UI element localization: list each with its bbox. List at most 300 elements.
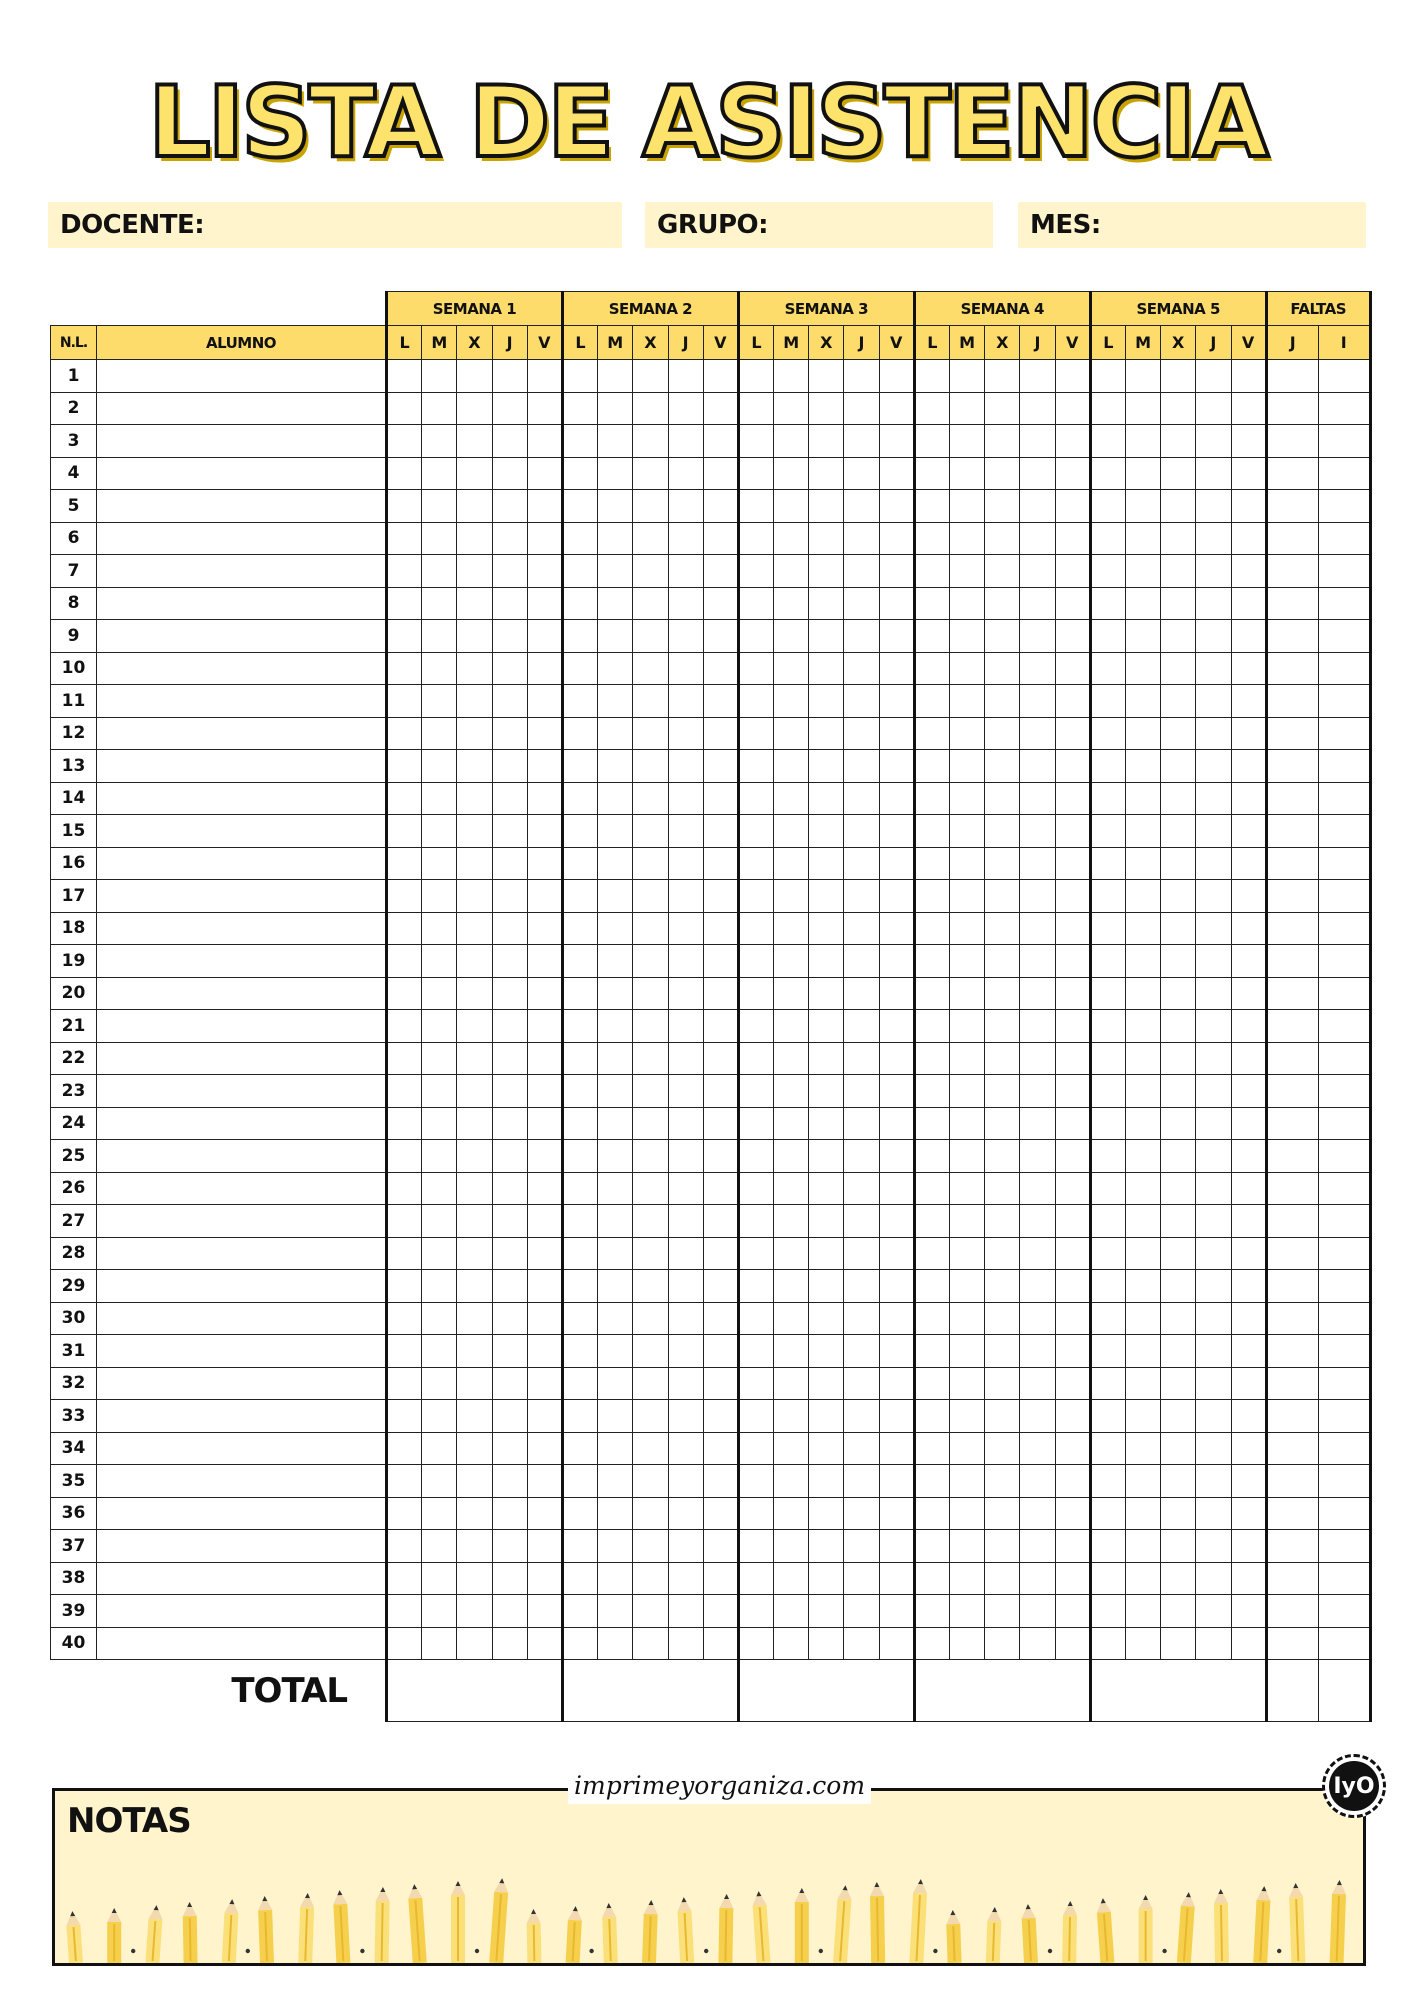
attendance-cell[interactable] — [1020, 1400, 1055, 1433]
attendance-cell[interactable] — [387, 1367, 422, 1400]
attendance-cell[interactable] — [879, 847, 914, 880]
faltas-cell[interactable] — [1266, 847, 1318, 880]
attendance-cell[interactable] — [950, 1367, 985, 1400]
attendance-cell[interactable] — [668, 1530, 703, 1563]
attendance-cell[interactable] — [809, 522, 844, 555]
student-name-cell[interactable] — [97, 1010, 387, 1043]
attendance-cell[interactable] — [879, 717, 914, 750]
attendance-cell[interactable] — [527, 1172, 562, 1205]
attendance-cell[interactable] — [1125, 1465, 1160, 1498]
attendance-cell[interactable] — [1231, 1172, 1266, 1205]
attendance-cell[interactable] — [1125, 880, 1160, 913]
attendance-cell[interactable] — [1161, 1465, 1196, 1498]
attendance-cell[interactable] — [879, 1367, 914, 1400]
attendance-cell[interactable] — [562, 587, 597, 620]
attendance-cell[interactable] — [703, 1367, 738, 1400]
attendance-cell[interactable] — [844, 652, 879, 685]
attendance-cell[interactable] — [562, 815, 597, 848]
attendance-cell[interactable] — [738, 815, 773, 848]
attendance-cell[interactable] — [914, 1627, 949, 1660]
faltas-cell[interactable] — [1318, 1075, 1370, 1108]
attendance-cell[interactable] — [738, 1042, 773, 1075]
attendance-cell[interactable] — [844, 1465, 879, 1498]
attendance-cell[interactable] — [1161, 1627, 1196, 1660]
attendance-cell[interactable] — [879, 1172, 914, 1205]
attendance-cell[interactable] — [1090, 587, 1125, 620]
attendance-cell[interactable] — [527, 620, 562, 653]
attendance-cell[interactable] — [1231, 782, 1266, 815]
attendance-cell[interactable] — [879, 1627, 914, 1660]
attendance-cell[interactable] — [774, 945, 809, 978]
attendance-cell[interactable] — [1055, 457, 1090, 490]
attendance-cell[interactable] — [598, 587, 633, 620]
attendance-cell[interactable] — [598, 652, 633, 685]
attendance-cell[interactable] — [457, 880, 492, 913]
attendance-cell[interactable] — [598, 1042, 633, 1075]
attendance-cell[interactable] — [492, 1237, 527, 1270]
attendance-cell[interactable] — [985, 620, 1020, 653]
attendance-cell[interactable] — [774, 1172, 809, 1205]
attendance-cell[interactable] — [1055, 620, 1090, 653]
attendance-cell[interactable] — [844, 912, 879, 945]
attendance-cell[interactable] — [985, 1075, 1020, 1108]
attendance-cell[interactable] — [1055, 392, 1090, 425]
attendance-cell[interactable] — [633, 490, 668, 523]
attendance-cell[interactable] — [1161, 945, 1196, 978]
attendance-cell[interactable] — [633, 522, 668, 555]
attendance-cell[interactable] — [809, 977, 844, 1010]
attendance-cell[interactable] — [598, 815, 633, 848]
attendance-cell[interactable] — [703, 717, 738, 750]
faltas-cell[interactable] — [1318, 717, 1370, 750]
attendance-cell[interactable] — [562, 912, 597, 945]
attendance-cell[interactable] — [492, 392, 527, 425]
attendance-cell[interactable] — [1125, 912, 1160, 945]
attendance-cell[interactable] — [809, 1465, 844, 1498]
attendance-cell[interactable] — [422, 1107, 457, 1140]
attendance-cell[interactable] — [1161, 880, 1196, 913]
faltas-cell[interactable] — [1318, 977, 1370, 1010]
attendance-cell[interactable] — [492, 1010, 527, 1043]
attendance-cell[interactable] — [1055, 847, 1090, 880]
attendance-cell[interactable] — [1055, 425, 1090, 458]
attendance-cell[interactable] — [457, 457, 492, 490]
attendance-cell[interactable] — [950, 1172, 985, 1205]
attendance-cell[interactable] — [492, 912, 527, 945]
attendance-cell[interactable] — [1090, 1302, 1125, 1335]
attendance-cell[interactable] — [950, 1205, 985, 1238]
faltas-cell[interactable] — [1318, 620, 1370, 653]
attendance-cell[interactable] — [985, 392, 1020, 425]
attendance-cell[interactable] — [668, 425, 703, 458]
attendance-cell[interactable] — [703, 1465, 738, 1498]
attendance-cell[interactable] — [950, 1140, 985, 1173]
attendance-cell[interactable] — [457, 1237, 492, 1270]
student-name-cell[interactable] — [97, 977, 387, 1010]
attendance-cell[interactable] — [1161, 1075, 1196, 1108]
attendance-cell[interactable] — [387, 1497, 422, 1530]
faltas-cell[interactable] — [1318, 1140, 1370, 1173]
attendance-cell[interactable] — [1125, 1010, 1160, 1043]
attendance-cell[interactable] — [844, 1530, 879, 1563]
attendance-cell[interactable] — [950, 392, 985, 425]
attendance-cell[interactable] — [457, 555, 492, 588]
attendance-cell[interactable] — [1020, 457, 1055, 490]
attendance-cell[interactable] — [914, 457, 949, 490]
attendance-cell[interactable] — [914, 912, 949, 945]
week-total-cell[interactable] — [914, 1660, 1090, 1722]
attendance-cell[interactable] — [492, 1302, 527, 1335]
attendance-cell[interactable] — [1161, 620, 1196, 653]
attendance-cell[interactable] — [1055, 555, 1090, 588]
attendance-cell[interactable] — [457, 490, 492, 523]
faltas-cell[interactable] — [1318, 1465, 1370, 1498]
attendance-cell[interactable] — [633, 457, 668, 490]
attendance-cell[interactable] — [1090, 555, 1125, 588]
attendance-cell[interactable] — [387, 1140, 422, 1173]
attendance-cell[interactable] — [668, 1205, 703, 1238]
attendance-cell[interactable] — [633, 1237, 668, 1270]
attendance-cell[interactable] — [1196, 1367, 1231, 1400]
student-name-cell[interactable] — [97, 425, 387, 458]
attendance-cell[interactable] — [1125, 1367, 1160, 1400]
attendance-cell[interactable] — [562, 1205, 597, 1238]
attendance-cell[interactable] — [668, 1562, 703, 1595]
attendance-cell[interactable] — [1125, 1595, 1160, 1628]
attendance-cell[interactable] — [562, 522, 597, 555]
attendance-cell[interactable] — [774, 1075, 809, 1108]
attendance-cell[interactable] — [598, 847, 633, 880]
attendance-cell[interactable] — [738, 945, 773, 978]
attendance-cell[interactable] — [387, 425, 422, 458]
attendance-cell[interactable] — [1020, 1075, 1055, 1108]
attendance-cell[interactable] — [598, 1530, 633, 1563]
attendance-cell[interactable] — [844, 392, 879, 425]
attendance-cell[interactable] — [562, 750, 597, 783]
attendance-cell[interactable] — [562, 1432, 597, 1465]
attendance-cell[interactable] — [1020, 1042, 1055, 1075]
attendance-cell[interactable] — [1196, 1075, 1231, 1108]
student-name-cell[interactable] — [97, 847, 387, 880]
attendance-cell[interactable] — [633, 1140, 668, 1173]
attendance-cell[interactable] — [844, 1627, 879, 1660]
attendance-cell[interactable] — [598, 522, 633, 555]
attendance-cell[interactable] — [879, 587, 914, 620]
attendance-cell[interactable] — [598, 782, 633, 815]
faltas-cell[interactable] — [1318, 1497, 1370, 1530]
attendance-cell[interactable] — [562, 847, 597, 880]
attendance-cell[interactable] — [1055, 750, 1090, 783]
attendance-cell[interactable] — [985, 815, 1020, 848]
attendance-cell[interactable] — [809, 945, 844, 978]
attendance-cell[interactable] — [703, 880, 738, 913]
attendance-cell[interactable] — [387, 1205, 422, 1238]
attendance-cell[interactable] — [1020, 1205, 1055, 1238]
attendance-cell[interactable] — [809, 1302, 844, 1335]
attendance-cell[interactable] — [598, 912, 633, 945]
attendance-cell[interactable] — [492, 977, 527, 1010]
attendance-cell[interactable] — [1055, 652, 1090, 685]
attendance-cell[interactable] — [914, 652, 949, 685]
attendance-cell[interactable] — [774, 880, 809, 913]
attendance-cell[interactable] — [774, 1010, 809, 1043]
attendance-cell[interactable] — [1161, 1042, 1196, 1075]
attendance-cell[interactable] — [633, 1302, 668, 1335]
attendance-cell[interactable] — [1231, 490, 1266, 523]
attendance-cell[interactable] — [950, 685, 985, 718]
attendance-cell[interactable] — [879, 1302, 914, 1335]
attendance-cell[interactable] — [1055, 912, 1090, 945]
faltas-cell[interactable] — [1318, 685, 1370, 718]
attendance-cell[interactable] — [1196, 522, 1231, 555]
attendance-cell[interactable] — [809, 717, 844, 750]
attendance-cell[interactable] — [457, 847, 492, 880]
attendance-cell[interactable] — [562, 1400, 597, 1433]
attendance-cell[interactable] — [562, 555, 597, 588]
attendance-cell[interactable] — [527, 717, 562, 750]
attendance-cell[interactable] — [1161, 1335, 1196, 1368]
attendance-cell[interactable] — [1055, 1335, 1090, 1368]
attendance-cell[interactable] — [914, 1432, 949, 1465]
attendance-cell[interactable] — [562, 717, 597, 750]
attendance-cell[interactable] — [562, 1270, 597, 1303]
attendance-cell[interactable] — [422, 490, 457, 523]
attendance-cell[interactable] — [1020, 880, 1055, 913]
attendance-cell[interactable] — [1055, 1042, 1090, 1075]
attendance-cell[interactable] — [738, 750, 773, 783]
faltas-cell[interactable] — [1266, 685, 1318, 718]
attendance-cell[interactable] — [1161, 1237, 1196, 1270]
attendance-cell[interactable] — [1196, 815, 1231, 848]
student-name-cell[interactable] — [97, 1302, 387, 1335]
attendance-cell[interactable] — [492, 555, 527, 588]
attendance-cell[interactable] — [1161, 425, 1196, 458]
attendance-cell[interactable] — [1020, 1010, 1055, 1043]
attendance-cell[interactable] — [668, 977, 703, 1010]
attendance-cell[interactable] — [492, 1432, 527, 1465]
student-name-cell[interactable] — [97, 652, 387, 685]
attendance-cell[interactable] — [1161, 1530, 1196, 1563]
faltas-cell[interactable] — [1318, 1367, 1370, 1400]
attendance-cell[interactable] — [809, 1400, 844, 1433]
attendance-cell[interactable] — [774, 1367, 809, 1400]
attendance-cell[interactable] — [914, 977, 949, 1010]
attendance-cell[interactable] — [457, 977, 492, 1010]
attendance-cell[interactable] — [1161, 1172, 1196, 1205]
attendance-cell[interactable] — [562, 1237, 597, 1270]
attendance-cell[interactable] — [1090, 1010, 1125, 1043]
attendance-cell[interactable] — [914, 685, 949, 718]
attendance-cell[interactable] — [809, 1497, 844, 1530]
attendance-cell[interactable] — [527, 1205, 562, 1238]
attendance-cell[interactable] — [633, 555, 668, 588]
faltas-cell[interactable] — [1266, 1400, 1318, 1433]
attendance-cell[interactable] — [1161, 782, 1196, 815]
attendance-cell[interactable] — [668, 1432, 703, 1465]
attendance-cell[interactable] — [492, 1530, 527, 1563]
attendance-cell[interactable] — [985, 1042, 1020, 1075]
attendance-cell[interactable] — [879, 685, 914, 718]
attendance-cell[interactable] — [1196, 717, 1231, 750]
attendance-cell[interactable] — [1055, 360, 1090, 393]
grupo-field[interactable]: GRUPO: — [645, 202, 993, 248]
attendance-cell[interactable] — [809, 1270, 844, 1303]
student-name-cell[interactable] — [97, 1107, 387, 1140]
attendance-cell[interactable] — [668, 912, 703, 945]
attendance-cell[interactable] — [668, 555, 703, 588]
attendance-cell[interactable] — [985, 490, 1020, 523]
attendance-cell[interactable] — [422, 1497, 457, 1530]
attendance-cell[interactable] — [1231, 685, 1266, 718]
attendance-cell[interactable] — [1125, 587, 1160, 620]
attendance-cell[interactable] — [633, 1432, 668, 1465]
student-name-cell[interactable] — [97, 1627, 387, 1660]
attendance-cell[interactable] — [668, 815, 703, 848]
attendance-cell[interactable] — [1090, 1042, 1125, 1075]
attendance-cell[interactable] — [1055, 1302, 1090, 1335]
attendance-cell[interactable] — [844, 977, 879, 1010]
attendance-cell[interactable] — [879, 1530, 914, 1563]
attendance-cell[interactable] — [950, 717, 985, 750]
attendance-cell[interactable] — [527, 1302, 562, 1335]
attendance-cell[interactable] — [492, 685, 527, 718]
attendance-cell[interactable] — [457, 1562, 492, 1595]
attendance-cell[interactable] — [738, 1335, 773, 1368]
attendance-cell[interactable] — [1020, 847, 1055, 880]
attendance-cell[interactable] — [844, 880, 879, 913]
attendance-cell[interactable] — [387, 620, 422, 653]
attendance-cell[interactable] — [387, 1595, 422, 1628]
attendance-cell[interactable] — [387, 1075, 422, 1108]
attendance-cell[interactable] — [457, 717, 492, 750]
attendance-cell[interactable] — [703, 847, 738, 880]
attendance-cell[interactable] — [879, 555, 914, 588]
attendance-cell[interactable] — [809, 1530, 844, 1563]
attendance-cell[interactable] — [457, 1400, 492, 1433]
attendance-cell[interactable] — [914, 490, 949, 523]
attendance-cell[interactable] — [1125, 555, 1160, 588]
attendance-cell[interactable] — [492, 1107, 527, 1140]
student-name-cell[interactable] — [97, 392, 387, 425]
attendance-cell[interactable] — [703, 685, 738, 718]
attendance-cell[interactable] — [598, 1465, 633, 1498]
attendance-cell[interactable] — [422, 1530, 457, 1563]
attendance-cell[interactable] — [1161, 392, 1196, 425]
student-name-cell[interactable] — [97, 1595, 387, 1628]
attendance-cell[interactable] — [422, 522, 457, 555]
attendance-cell[interactable] — [1196, 620, 1231, 653]
attendance-cell[interactable] — [774, 717, 809, 750]
attendance-cell[interactable] — [1020, 1432, 1055, 1465]
attendance-cell[interactable] — [1161, 490, 1196, 523]
attendance-cell[interactable] — [562, 1562, 597, 1595]
attendance-cell[interactable] — [633, 945, 668, 978]
attendance-cell[interactable] — [950, 945, 985, 978]
attendance-cell[interactable] — [774, 1270, 809, 1303]
attendance-cell[interactable] — [387, 912, 422, 945]
faltas-cell[interactable] — [1318, 360, 1370, 393]
attendance-cell[interactable] — [914, 1205, 949, 1238]
attendance-cell[interactable] — [1020, 587, 1055, 620]
faltas-cell[interactable] — [1318, 490, 1370, 523]
attendance-cell[interactable] — [809, 1237, 844, 1270]
attendance-cell[interactable] — [738, 1140, 773, 1173]
attendance-cell[interactable] — [879, 620, 914, 653]
attendance-cell[interactable] — [738, 1497, 773, 1530]
attendance-cell[interactable] — [387, 750, 422, 783]
attendance-cell[interactable] — [527, 977, 562, 1010]
faltas-cell[interactable] — [1266, 815, 1318, 848]
attendance-cell[interactable] — [1125, 360, 1160, 393]
attendance-cell[interactable] — [1231, 1140, 1266, 1173]
attendance-cell[interactable] — [633, 652, 668, 685]
attendance-cell[interactable] — [703, 977, 738, 1010]
attendance-cell[interactable] — [703, 425, 738, 458]
attendance-cell[interactable] — [809, 1010, 844, 1043]
attendance-cell[interactable] — [457, 1465, 492, 1498]
attendance-cell[interactable] — [562, 1107, 597, 1140]
attendance-cell[interactable] — [527, 1432, 562, 1465]
faltas-cell[interactable] — [1266, 750, 1318, 783]
attendance-cell[interactable] — [844, 782, 879, 815]
attendance-cell[interactable] — [1090, 620, 1125, 653]
faltas-cell[interactable] — [1266, 1497, 1318, 1530]
attendance-cell[interactable] — [844, 1237, 879, 1270]
attendance-cell[interactable] — [633, 782, 668, 815]
student-name-cell[interactable] — [97, 1042, 387, 1075]
attendance-cell[interactable] — [1196, 1562, 1231, 1595]
mes-field[interactable]: MES: — [1018, 202, 1366, 248]
attendance-cell[interactable] — [633, 1205, 668, 1238]
faltas-cell[interactable] — [1266, 880, 1318, 913]
attendance-cell[interactable] — [950, 1237, 985, 1270]
faltas-cell[interactable] — [1266, 1562, 1318, 1595]
attendance-cell[interactable] — [387, 685, 422, 718]
faltas-cell[interactable] — [1266, 1270, 1318, 1303]
attendance-cell[interactable] — [774, 1335, 809, 1368]
attendance-cell[interactable] — [879, 457, 914, 490]
attendance-cell[interactable] — [633, 1335, 668, 1368]
attendance-cell[interactable] — [774, 1042, 809, 1075]
attendance-cell[interactable] — [1125, 1562, 1160, 1595]
attendance-cell[interactable] — [562, 1302, 597, 1335]
attendance-cell[interactable] — [1231, 1075, 1266, 1108]
attendance-cell[interactable] — [950, 522, 985, 555]
attendance-cell[interactable] — [738, 620, 773, 653]
attendance-cell[interactable] — [703, 1205, 738, 1238]
attendance-cell[interactable] — [879, 1562, 914, 1595]
attendance-cell[interactable] — [387, 1270, 422, 1303]
faltas-cell[interactable] — [1266, 457, 1318, 490]
faltas-cell[interactable] — [1266, 425, 1318, 458]
attendance-cell[interactable] — [703, 1107, 738, 1140]
attendance-cell[interactable] — [985, 1530, 1020, 1563]
attendance-cell[interactable] — [668, 392, 703, 425]
attendance-cell[interactable] — [387, 815, 422, 848]
student-name-cell[interactable] — [97, 685, 387, 718]
attendance-cell[interactable] — [598, 1627, 633, 1660]
attendance-cell[interactable] — [703, 457, 738, 490]
attendance-cell[interactable] — [985, 1335, 1020, 1368]
attendance-cell[interactable] — [774, 425, 809, 458]
faltas-cell[interactable] — [1318, 392, 1370, 425]
attendance-cell[interactable] — [422, 392, 457, 425]
student-name-cell[interactable] — [97, 1205, 387, 1238]
attendance-cell[interactable] — [492, 1270, 527, 1303]
student-name-cell[interactable] — [97, 1562, 387, 1595]
attendance-cell[interactable] — [844, 360, 879, 393]
attendance-cell[interactable] — [1196, 457, 1231, 490]
